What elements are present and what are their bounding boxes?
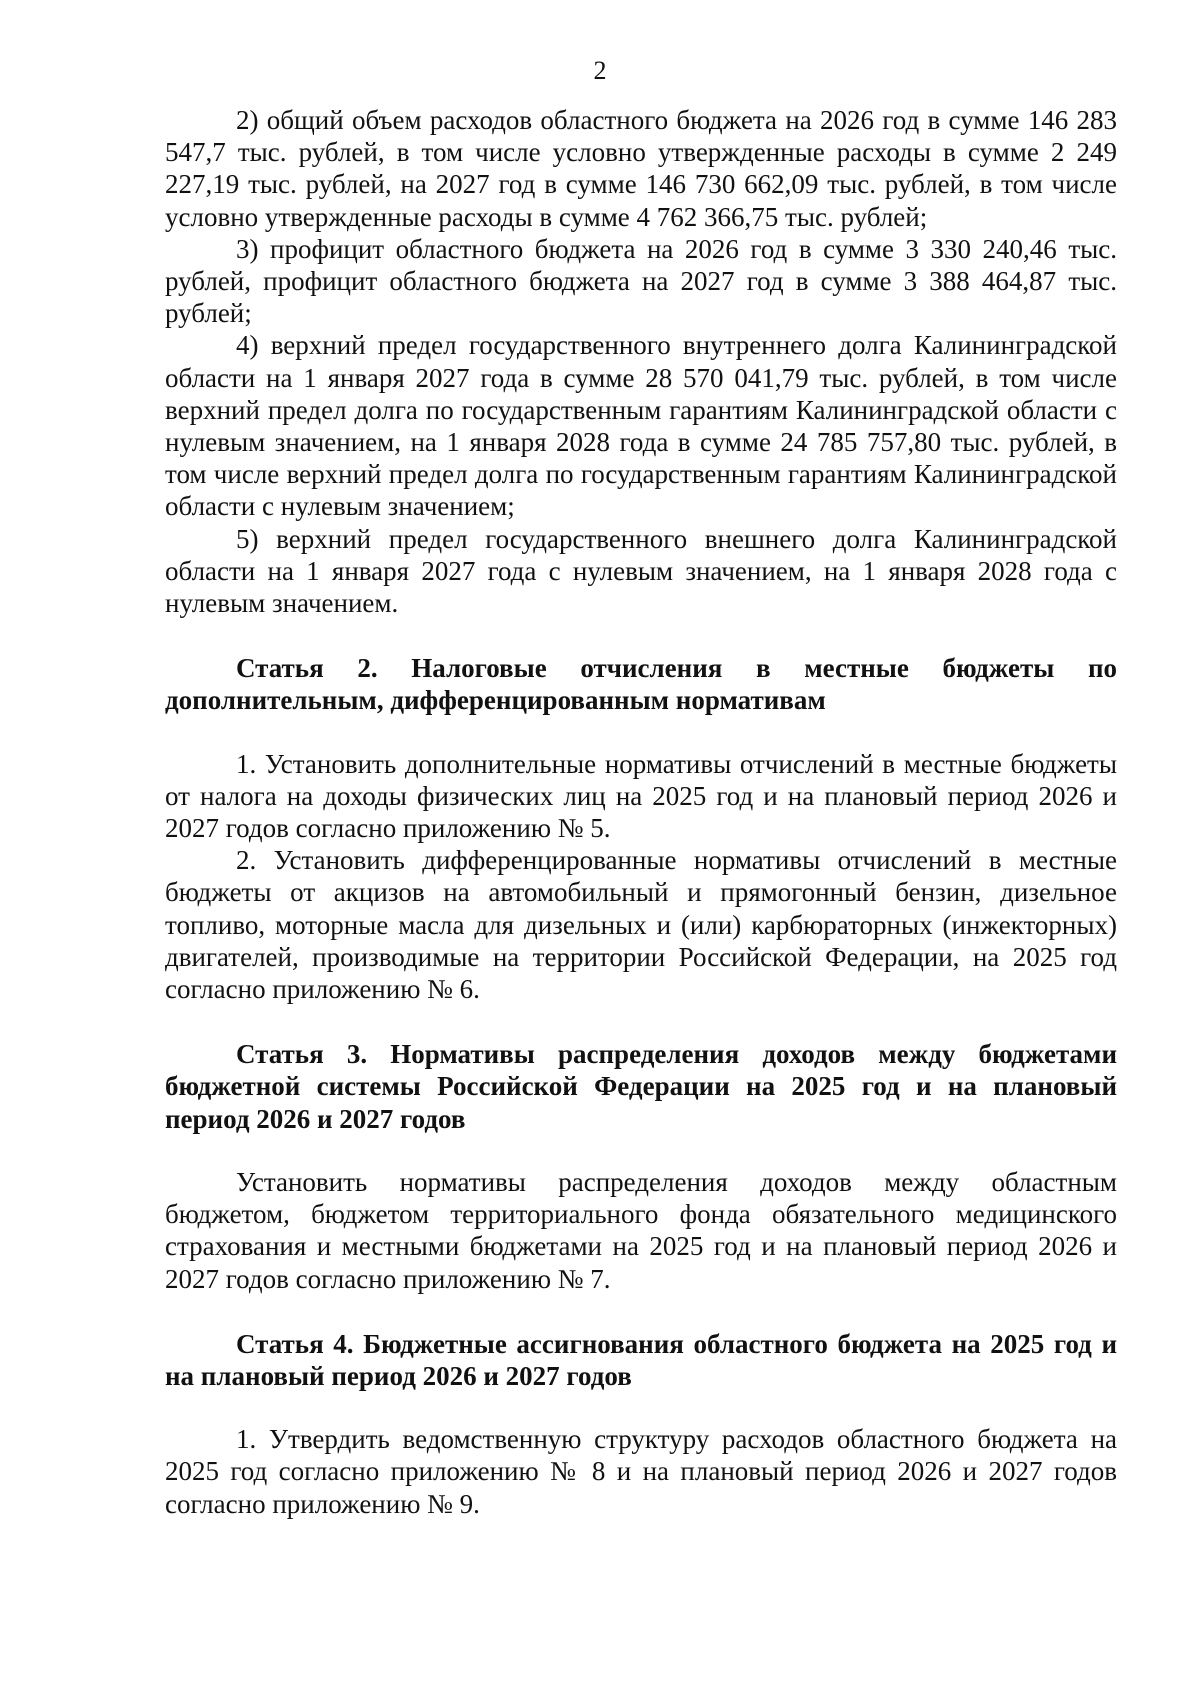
paragraph-item-5: 5) верхний предел государственного внешнего долга Калининградской области на 1 января 2027 года с нулевым значением, на 1 января 2028 года с нулевым значением.	[165, 523, 1117, 619]
paragraph-item-4: 4) верхний предел государственного внутреннего долга Калининградской области на 1 января 2027 года в сумме 28 570 041,79 тыс. рублей, в том числе верхний предел долга по государственным гарантиям Калининградской области с нулевым значением, на 1 января 2028 года в сумме 24 785 757,80 тыс. рублей, в том числе верхний предел долга по государственным гарантиям Калининградской области с нулевым значением;	[165, 330, 1117, 522]
article-2-paragraph-2: 2. Установить дифференцированные нормативы отчислений в местные бюджеты от акцизов на автомобильный и прямогонный бензин, дизельное топливо, моторные масла для дизельных и (или) карбюраторных (инжекторных) двигателей, производимые на территории Российской Федерации, на 2025 год согласно приложению № 6.	[165, 845, 1117, 1005]
article-3-heading: Статья 3. Нормативы распределения доходов между бюджетами бюджетной системы Российской Федерации на 2025 год и на плановый период 2026 и 2027 годов	[165, 1039, 1117, 1134]
paragraph-item-2: 2) общий объем расходов областного бюджета на 2026 год в сумме 146 283 547,7 тыс. рублей, в том числе условно утвержденные расходы в сумме 2 249 227,19 тыс. рублей, на 2027 год в сумме 146 730 662,09 тыс. рублей, в том числе условно утвержденные расходы в сумме 4 762 366,75 тыс. рублей;	[165, 105, 1117, 232]
article-2-paragraph-1: 1. Установить дополнительные нормативы отчислений в местные бюджеты от налога на доходы физических лиц на 2025 год и на плановый период 2026 и 2027 годов согласно приложению № 5.	[165, 748, 1117, 844]
article-4-heading: Статья 4. Бюджетные ассигнования областного бюджета на 2025 год и на плановый период 2026 и 2027 годов	[165, 1328, 1117, 1391]
paragraph-item-3: 3) профицит областного бюджета на 2026 год в сумме 3 330 240,46 тыс. рублей, профицит областного бюджета на 2027 год в сумме 3 388 464,87 тыс. рублей;	[165, 233, 1117, 329]
article-2-heading: Статья 2. Налоговые отчисления в местные бюджеты по дополнительным, дифференцированным нормативам	[165, 653, 1117, 716]
document-body	[165, 104, 1117, 1520]
page-number: 2	[593, 56, 607, 85]
article-3-paragraph-1: Установить нормативы распределения доходов между областным бюджетом, бюджетом территориального фонда обязательного медицинского страхования и местными бюджетами на 2025 год и на плановый период 2026 и 2027 годов согласно приложению № 7.	[165, 1166, 1117, 1294]
article-4-paragraph-1: 1. Утвердить ведомственную структуру расходов областного бюджета на 2025 год согласно приложению № 8 и на плановый период 2026 и 2027 годов согласно приложению № 9.	[165, 1424, 1117, 1519]
